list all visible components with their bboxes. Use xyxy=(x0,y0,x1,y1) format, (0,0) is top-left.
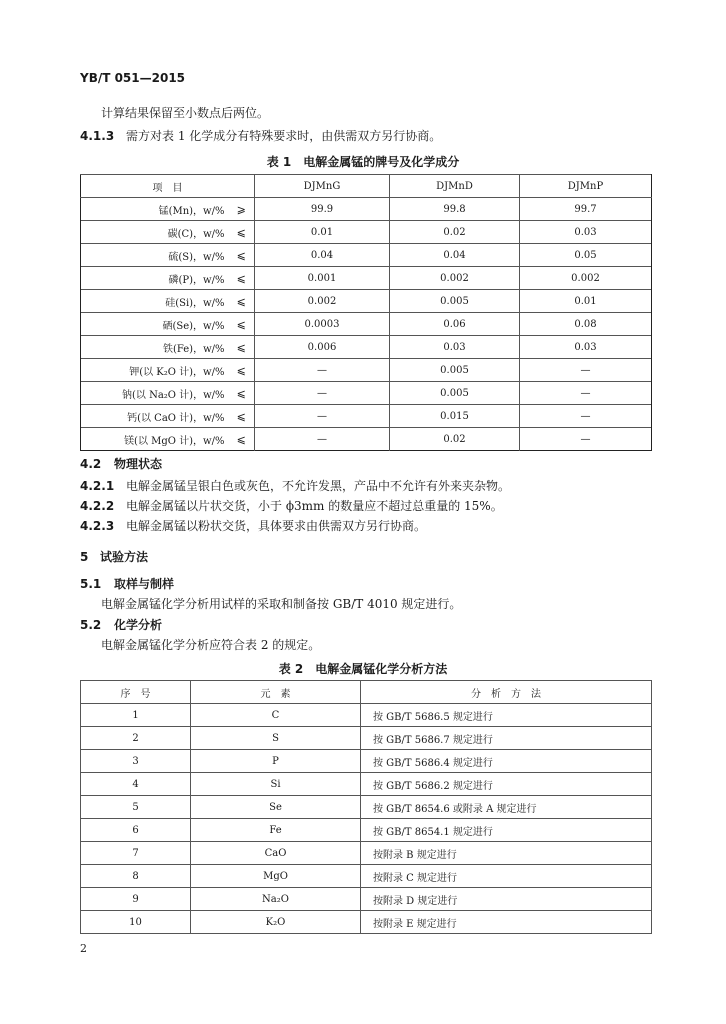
section-number: 5 xyxy=(80,550,89,564)
method-cell: 按附录 B 规定进行 xyxy=(361,842,652,865)
method-cell: 按附录 E 规定进行 xyxy=(361,911,652,934)
method-cell: 按 GB/T 5686.2 规定进行 xyxy=(361,773,652,796)
table-header-row xyxy=(81,175,652,198)
method-cell: 按 GB/T 5686.4 规定进行 xyxy=(361,750,652,773)
element-cell: Se xyxy=(191,796,361,819)
limit-symbol: ⩾ xyxy=(229,198,255,221)
method-cell: 按 GB/T 5686.7 规定进行 xyxy=(361,727,652,750)
table-row xyxy=(81,382,652,405)
table-cell: 0.005 xyxy=(390,382,520,405)
intro-line: 计算结果保留至小数点后两位。 xyxy=(101,106,270,120)
table-cell: 99.7 xyxy=(520,198,652,221)
row-label: 镁(以 MgO 计)，w/% xyxy=(81,428,229,451)
row-number: 4 xyxy=(81,773,191,796)
table-cell: 0.002 xyxy=(255,290,390,313)
section-title: 化学分析 xyxy=(114,618,163,632)
method-cell: 按 GB/T 8654.1 规定进行 xyxy=(361,819,652,842)
table-row xyxy=(81,911,652,934)
row-number: 2 xyxy=(81,727,191,750)
table-cell: — xyxy=(520,428,652,451)
limit-symbol: ⩽ xyxy=(229,359,255,382)
element-cell: CaO xyxy=(191,842,361,865)
row-label: 碳(C)，w/% xyxy=(81,221,229,244)
limit-symbol: ⩽ xyxy=(229,290,255,313)
table-2 xyxy=(80,680,652,934)
table-2-caption: 表 2 电解金属锰化学分析方法 xyxy=(278,662,448,676)
table-row xyxy=(81,727,652,750)
row-label: 钙(以 CaO 计)，w/% xyxy=(81,405,229,428)
clause-number: 4.1.3 xyxy=(80,129,115,143)
row-number: 6 xyxy=(81,819,191,842)
row-number: 1 xyxy=(81,704,191,727)
row-number: 5 xyxy=(81,796,191,819)
table-cell: 0.002 xyxy=(390,267,520,290)
section-5-2-text: 电解金属锰化学分析应符合表 2 的规定。 xyxy=(101,638,321,652)
clause-text: 电解金属锰以粉状交货，具体要求由供需双方另行协商。 xyxy=(126,519,427,533)
section-5-2-heading xyxy=(80,616,162,633)
table-row xyxy=(81,198,652,221)
column-header: DJMnD xyxy=(390,175,520,198)
section-5-1-heading xyxy=(80,575,174,592)
section-title: 试验方法 xyxy=(100,550,149,564)
clause-4-2-2 xyxy=(80,497,503,514)
method-cell: 按 GB/T 8654.6 或附录 A 规定进行 xyxy=(361,796,652,819)
clause-4-1-3 xyxy=(80,127,441,144)
table-row xyxy=(81,336,652,359)
clause-text: 电解金属锰以片状交货，小于 ϕ3mm 的数量应不超过总重量的 15%。 xyxy=(126,499,503,513)
page-number: 2 xyxy=(80,942,87,955)
table-row xyxy=(81,405,652,428)
row-label: 锰(Mn)，w/% xyxy=(81,198,229,221)
table-row xyxy=(81,865,652,888)
column-header: 分 析 方 法 xyxy=(361,681,652,704)
table-cell: 99.9 xyxy=(255,198,390,221)
table-row xyxy=(81,842,652,865)
section-title: 物理状态 xyxy=(114,457,163,471)
row-number: 9 xyxy=(81,888,191,911)
method-cell: 按附录 D 规定进行 xyxy=(361,888,652,911)
section-5-heading xyxy=(80,548,148,565)
limit-symbol: ⩽ xyxy=(229,221,255,244)
table-cell: 0.04 xyxy=(255,244,390,267)
limit-symbol: ⩽ xyxy=(229,244,255,267)
clause-number: 4.2.2 xyxy=(80,499,115,513)
table-row xyxy=(81,750,652,773)
row-label: 钾(以 K₂O 计)，w/% xyxy=(81,359,229,382)
section-5-1-text: 电解金属锰化学分析用试样的采取和制备按 GB/T 4010 规定进行。 xyxy=(101,597,462,611)
table-cell: — xyxy=(520,382,652,405)
limit-symbol: ⩽ xyxy=(229,313,255,336)
row-number: 10 xyxy=(81,911,191,934)
table-cell: 0.015 xyxy=(390,405,520,428)
row-label: 钠(以 Na₂O 计)，w/% xyxy=(81,382,229,405)
table-cell: 0.08 xyxy=(520,313,652,336)
table-row xyxy=(81,359,652,382)
table-cell: — xyxy=(255,382,390,405)
element-cell: Na₂O xyxy=(191,888,361,911)
clause-4-2-1 xyxy=(80,477,510,494)
clause-4-2-3 xyxy=(80,517,426,534)
table-cell: 0.03 xyxy=(520,336,652,359)
table-cell: — xyxy=(520,405,652,428)
table-cell: 0.002 xyxy=(520,267,652,290)
column-header: 项 目 xyxy=(81,175,255,198)
table-cell: 0.01 xyxy=(255,221,390,244)
element-cell: C xyxy=(191,704,361,727)
clause-text: 需方对表 1 化学成分有特殊要求时，由供需双方另行协商。 xyxy=(126,129,442,143)
element-cell: MgO xyxy=(191,865,361,888)
table-cell: — xyxy=(255,405,390,428)
clause-text: 电解金属锰呈银白色或灰色，不允许发黑，产品中不允许有外来夹杂物。 xyxy=(126,479,511,493)
table-cell: 0.005 xyxy=(390,290,520,313)
row-label: 硅(Si)，w/% xyxy=(81,290,229,313)
table-cell: 0.05 xyxy=(520,244,652,267)
table-row xyxy=(81,244,652,267)
table-1-caption: 表 1 电解金属锰的牌号及化学成分 xyxy=(266,155,460,169)
table-cell: — xyxy=(520,359,652,382)
table-cell: 0.04 xyxy=(390,244,520,267)
table-cell: — xyxy=(255,428,390,451)
row-label: 铁(Fe)，w/% xyxy=(81,336,229,359)
table-cell: 0.06 xyxy=(390,313,520,336)
table-cell: — xyxy=(255,359,390,382)
row-number: 7 xyxy=(81,842,191,865)
row-label: 硒(Se)，w/% xyxy=(81,313,229,336)
table-row xyxy=(81,221,652,244)
element-cell: Fe xyxy=(191,819,361,842)
column-header: 元 素 xyxy=(191,681,361,704)
table-row xyxy=(81,267,652,290)
table-cell: 99.8 xyxy=(390,198,520,221)
table-1 xyxy=(80,174,652,451)
clause-number: 4.2.3 xyxy=(80,519,115,533)
table-row xyxy=(81,704,652,727)
element-cell: K₂O xyxy=(191,911,361,934)
table-row xyxy=(81,290,652,313)
table-row xyxy=(81,796,652,819)
element-cell: S xyxy=(191,727,361,750)
table-row xyxy=(81,313,652,336)
table-row xyxy=(81,888,652,911)
document-id: YB/T 051—2015 xyxy=(80,71,186,85)
table-cell: 0.02 xyxy=(390,221,520,244)
section-number: 4.2 xyxy=(80,457,102,471)
table-cell: 0.0003 xyxy=(255,313,390,336)
table-cell: 0.03 xyxy=(390,336,520,359)
row-label: 硫(S)，w/% xyxy=(81,244,229,267)
table-cell: 0.006 xyxy=(255,336,390,359)
method-cell: 按 GB/T 5686.5 规定进行 xyxy=(361,704,652,727)
table-row xyxy=(81,773,652,796)
row-number: 3 xyxy=(81,750,191,773)
table-cell: 0.03 xyxy=(520,221,652,244)
section-title: 取样与制样 xyxy=(114,577,175,591)
limit-symbol: ⩽ xyxy=(229,267,255,290)
column-header: DJMnG xyxy=(255,175,390,198)
row-number: 8 xyxy=(81,865,191,888)
method-cell: 按附录 C 规定进行 xyxy=(361,865,652,888)
table-row xyxy=(81,428,652,451)
section-number: 5.2 xyxy=(80,618,102,632)
limit-symbol: ⩽ xyxy=(229,405,255,428)
clause-number: 4.2.1 xyxy=(80,479,115,493)
element-cell: Si xyxy=(191,773,361,796)
section-4-2-heading xyxy=(80,455,162,472)
section-number: 5.1 xyxy=(80,577,102,591)
limit-symbol: ⩽ xyxy=(229,382,255,405)
table-cell: 0.001 xyxy=(255,267,390,290)
limit-symbol: ⩽ xyxy=(229,428,255,451)
table-header-row xyxy=(81,681,652,704)
column-header: DJMnP xyxy=(520,175,652,198)
element-cell: P xyxy=(191,750,361,773)
table-row xyxy=(81,819,652,842)
table-cell: 0.02 xyxy=(390,428,520,451)
table-cell: 0.005 xyxy=(390,359,520,382)
column-header: 序 号 xyxy=(81,681,191,704)
table-cell: 0.01 xyxy=(520,290,652,313)
limit-symbol: ⩽ xyxy=(229,336,255,359)
row-label: 磷(P)，w/% xyxy=(81,267,229,290)
